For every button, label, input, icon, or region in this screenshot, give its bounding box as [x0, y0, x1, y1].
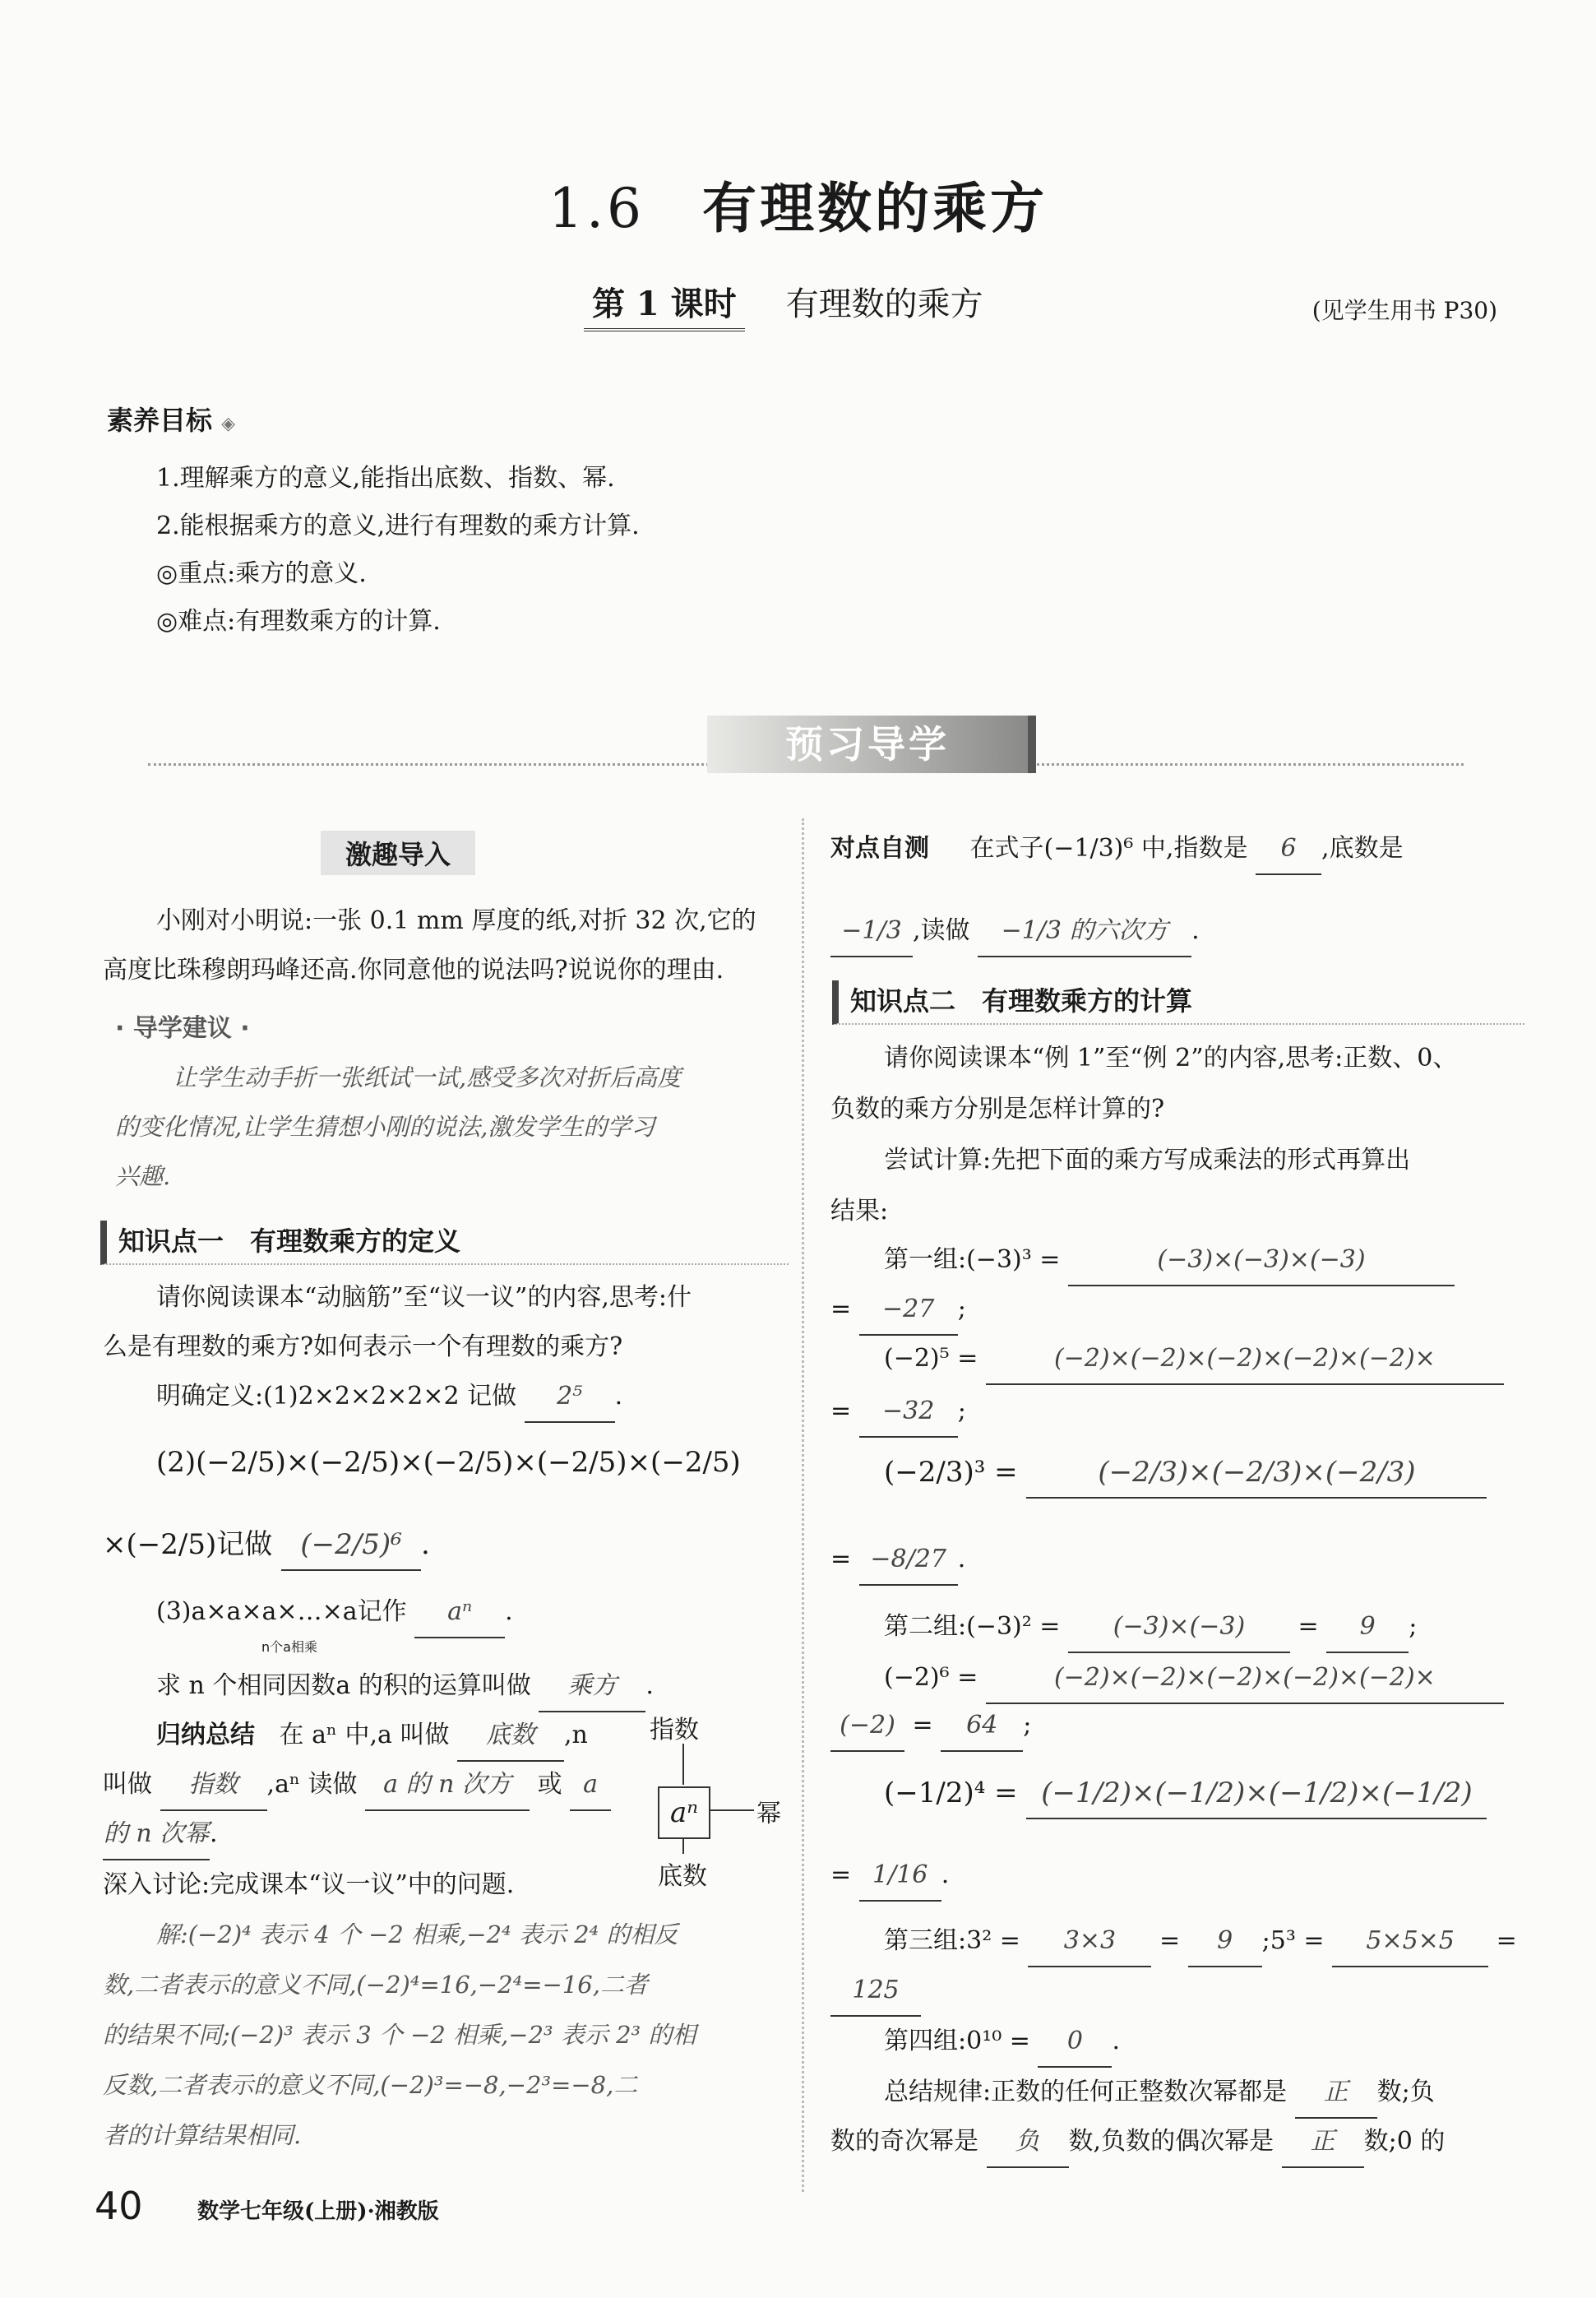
guide-text: 让学生动手折一张纸试一试,感受多次对折后高度 的变化情况,让学生猜想小刚的说法,激发学生的学习 兴趣. [115, 1063, 682, 1190]
brace-label: n个a相乘 [261, 1639, 317, 1655]
self-test-2: −1/3 ,读做 −1/3 的六次方 . [830, 906, 1200, 957]
answer-blank: −1/3 [830, 906, 913, 957]
answer-blank: 的 n 次幂 [103, 1809, 210, 1860]
answer-blank: 64 [941, 1701, 1023, 1752]
lesson-title: 第 1 课时 有理数的乘方 [584, 278, 983, 325]
answer-blank: −27 [859, 1285, 958, 1336]
knowledge-point-1: 知识点一 有理数乘方的定义 [100, 1221, 789, 1265]
group2-c-result: = 1/16 . [830, 1851, 949, 1902]
arrow-icon: ◈ [221, 414, 236, 434]
self-test-tag: 对点自测 [830, 834, 929, 863]
group3: 第三组:3² = 3×3 = 9 ;5³ = 5×5×5 = [884, 1916, 1517, 1967]
group2-b: (−2)⁶ = (−2)×(−2)×(−2)×(−2)×(−2)× [884, 1653, 1504, 1704]
group2-c: (−1/2)⁴ = (−1/2)×(−1/2)×(−1/2)×(−1/2) [884, 1768, 1487, 1819]
summary-line-3: 的 n 次幂. [103, 1809, 218, 1860]
answer-blank: 5×5×5 [1332, 1916, 1488, 1967]
self-test: 对点自测 在式子(−1/3)⁶ 中,指数是 6 ,底数是 [830, 824, 1404, 875]
page-number: 40 [95, 2184, 143, 2228]
group1-a: 第一组:(−3)³ = (−3)×(−3)×(−3) [884, 1235, 1455, 1286]
answer-blank: aⁿ [414, 1587, 505, 1638]
answer-blank: 9 [1188, 1916, 1262, 1967]
definition-2: (2)(−2/5)×(−2/5)×(−2/5)×(−2/5)×(−2/5) [156, 1446, 741, 1479]
group1-c: (−2/3)³ = (−2/3)×(−2/3)×(−2/3) [884, 1448, 1487, 1499]
rule-line-1: 总结规律:正数的任何正整数次幂都是 正 数;负 [884, 2068, 1435, 2119]
diagram-base-label: 底数 [658, 1862, 707, 1891]
answer-blank: (−2)×(−2)×(−2)×(−2)×(−2)× [986, 1334, 1504, 1385]
answer-blank: (−2/5)⁶ [281, 1520, 421, 1571]
answer-blank: 负 [987, 2117, 1069, 2168]
goal-item: ◎重点:乘方的意义. [156, 559, 367, 588]
intro-heading: 激趣导入 [321, 831, 475, 875]
diagram-exponent-label: 指数 [650, 1716, 699, 1744]
answer-blank: (−2/3)×(−2/3)×(−2/3) [1026, 1448, 1487, 1499]
answer-blank: −32 [859, 1387, 958, 1438]
answer-blank: (−2) [830, 1701, 904, 1752]
group3-result [830, 1966, 921, 2017]
book-title: 数学七年级(上册)·湘教版 [197, 2199, 439, 2224]
rule-line-2: 数的奇次幂是 负 数,负数的偶次幂是 正 数;0 的 [830, 2117, 1445, 2168]
definition-1: 明确定义:(1)2×2×2×2×2 记做 2⁵ . [156, 1372, 622, 1423]
answer-blank: (−3)×(−3)×(−3) [1068, 1235, 1455, 1286]
answer-blank: 1/16 [859, 1851, 941, 1902]
diagram-power-label: 幂 [756, 1800, 781, 1828]
diagram-arrow-up [682, 1744, 684, 1785]
answer-blank: 6 [1256, 824, 1321, 875]
answer-blank: 指数 [160, 1760, 267, 1811]
answer-blank: 2⁵ [525, 1372, 615, 1423]
diagram-arrow-right [709, 1809, 754, 1811]
group2-b-result: (−2) = 64 ; [830, 1701, 1031, 1752]
answer-blank: −1/3 的六次方 [978, 906, 1191, 957]
diagram-arrow-down [682, 1837, 684, 1854]
group1-b: (−2)⁵ = (−2)×(−2)×(−2)×(−2)×(−2)× [884, 1334, 1504, 1385]
section-banner: 预习导学 [707, 716, 1036, 773]
answer-blank: (−1/2)×(−1/2)×(−1/2)×(−1/2) [1026, 1768, 1487, 1819]
answer-blank: 正 [1295, 2068, 1377, 2119]
goals-heading: 素养目标 ◈ [107, 405, 236, 436]
group1-b-result: = −32 ; [830, 1387, 966, 1438]
answer-blank: 3×3 [1028, 1916, 1151, 1967]
answer-blank: a 的 n 次方 [365, 1760, 530, 1811]
intro-text: 小刚对小明说:一张 0.1 mm 厚度的纸,对折 32 次,它的 高度比珠穆朗玛峰还高.你同意他的说法吗?说说你的理由. [103, 906, 756, 985]
summary-line-2: 叫做 指数 ,aⁿ 读做 a 的 n 次方 或 a [103, 1760, 611, 1811]
definition-3: (3)a×a×a×…×a记作 aⁿ . [156, 1587, 513, 1638]
group1-a-result: = −27 ; [830, 1285, 966, 1336]
group1-c-result: = −8/27 . [830, 1535, 965, 1586]
goal-item: 2.能根据乘方的意义,进行有理数的乘方计算. [156, 512, 640, 540]
answer-blank: (−2)×(−2)×(−2)×(−2)×(−2)× [986, 1653, 1504, 1704]
discussion: 深入讨论:完成课本“议一议”中的问题. [103, 1870, 515, 1899]
diagram-power-box: aⁿ [658, 1786, 710, 1839]
goal-item: 1.理解乘方的意义,能指出底数、指数、幂. [156, 464, 615, 493]
answer-blank: 9 [1326, 1602, 1409, 1653]
page-title: 1.6 有理数的乘方 [548, 176, 1048, 240]
guide-tag: · 导学建议 · [115, 1014, 250, 1043]
answer-blank: (−3)×(−3) [1068, 1602, 1290, 1653]
definition-2b: ×(−2/5)记做 (−2/5)⁶ . [103, 1520, 430, 1571]
book-reference: (见学生用书 P30) [1311, 297, 1497, 324]
goal-item: ◎难点:有理数乘方的计算. [156, 607, 441, 636]
group4: 第四组:0¹⁰ = 0 . [884, 2017, 1120, 2068]
answer-blank: 正 [1282, 2117, 1364, 2168]
kp1-text: 请你阅读课本“动脑筋”至“议一议”的内容,思考:什 么是有理数的乘方?如何表示一个有理数的乘方? [103, 1283, 692, 1361]
answer-blank: 乘方 [539, 1661, 645, 1712]
summary-line-1: 归纳总结 在 aⁿ 中,a 叫做 底数 ,n [156, 1711, 588, 1762]
kp2-text: 请你阅读课本“例 1”至“例 2”的内容,思考:正数、0、 负数的乘方分别是怎样计算的? 尝试计算:先把下面的乘方写成乘法的形式再算出 结果: [830, 1044, 1458, 1225]
answer-blank: 0 [1038, 2017, 1112, 2068]
group2-a: 第二组:(−3)² = (−3)×(−3) = 9 ; [884, 1602, 1417, 1653]
solution-text: 解:(−2)⁴ 表示 4 个 −2 相乘,−2⁴ 表示 2⁴ 的相反 数,二者表示的意义不同,(−2)⁴=16,−2⁴=−16,二者 的结果不同;(−2)³ 表示 3 个 −2 相乘,−2³ 表示 2³ 的相 反数,二者表示的意义不同,(−2)³=−8,−2³=−8,二 者的计算结果相同. [103, 1920, 696, 2149]
column-divider [802, 818, 804, 2192]
knowledge-point-2: 知识点二 有理数乘方的计算 [832, 980, 1524, 1025]
answer-blank: a [570, 1760, 611, 1811]
answer-blank: 125 [830, 1966, 921, 2017]
answer-blank: 底数 [457, 1711, 564, 1762]
answer-blank: −8/27 [859, 1535, 958, 1586]
power-definition: 求 n 个相同因数a 的积的运算叫做 乘方 . [156, 1661, 654, 1712]
